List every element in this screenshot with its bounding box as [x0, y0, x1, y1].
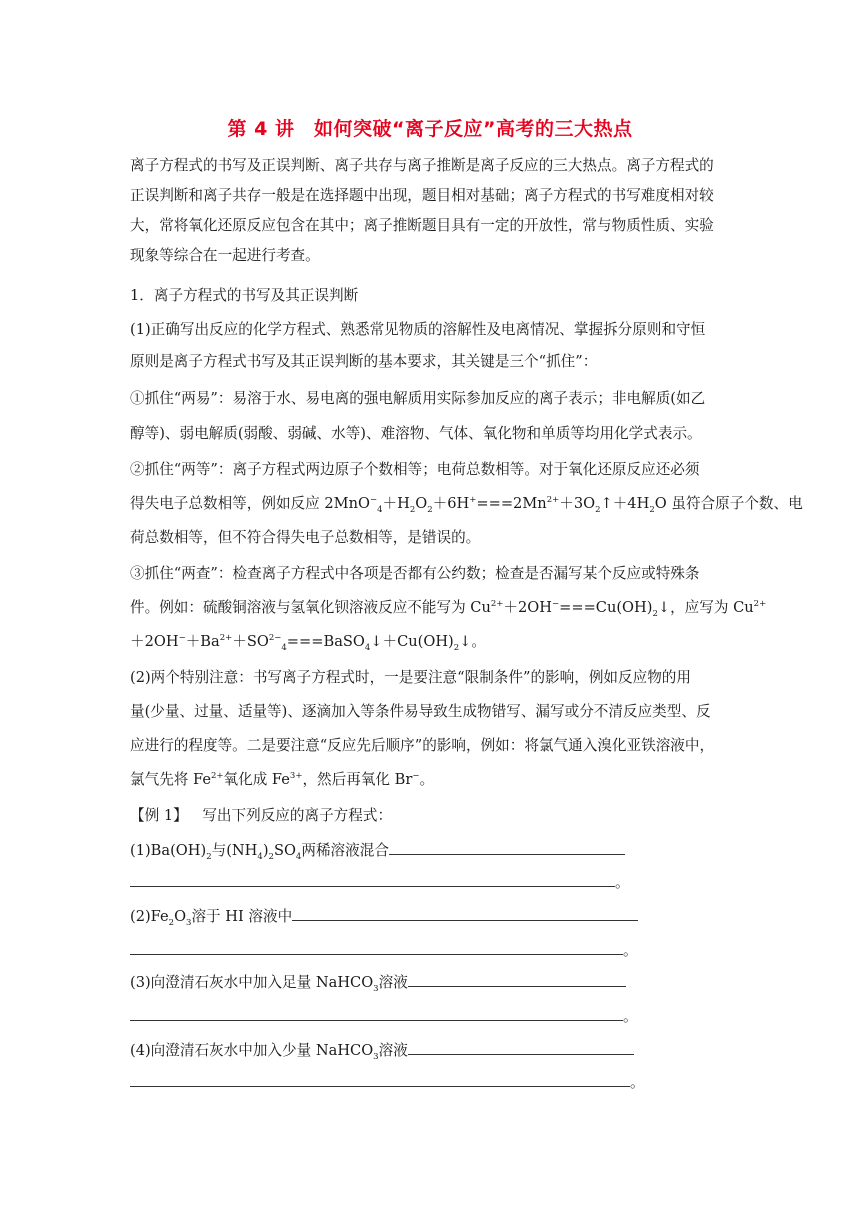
question-3	[130, 972, 735, 993]
answer-line	[130, 872, 735, 893]
text-run: ===BaSO	[286, 633, 365, 650]
answer-line	[130, 940, 735, 961]
text-run: O 虽符合原子个数、电	[654, 495, 803, 512]
text-run: ＋2OH	[503, 599, 552, 616]
superscript: −	[412, 771, 420, 782]
answer-blank[interactable]	[389, 840, 625, 855]
subscript: 2	[453, 642, 460, 653]
example-prompt: 写出下列反应的离子方程式：	[187, 807, 393, 824]
page-title: 第 4 讲 如何突破“离子反应”高考的三大热点	[227, 118, 633, 140]
period: 。	[630, 1074, 645, 1091]
superscript: 2+	[490, 599, 504, 610]
subscript: 4	[257, 851, 263, 862]
answer-blank[interactable]	[130, 1006, 623, 1021]
text-run: (2)Fe	[130, 908, 169, 925]
superscript: 2−	[268, 633, 282, 644]
answer-blank[interactable]	[130, 940, 623, 955]
superscript: 2+	[219, 633, 233, 644]
rule-line: ①抓住“两易”：易溶于水、易电离的强电解质用实际参加反应的离子表示；非电解质(如乙	[130, 390, 706, 407]
subscript: 2	[409, 504, 416, 515]
superscript: 2+	[210, 771, 224, 782]
text-run: )	[262, 842, 269, 859]
text-run: (4)向澄清石灰水中加入少量 NaHCO	[130, 1042, 374, 1059]
rule-line-equation	[130, 494, 803, 515]
paragraph-line: (2)两个特别注意：书写离子方程式时，一是要注意“限制条件”的影响，例如反应物的用	[130, 669, 691, 686]
intro-line: 正误判断和离子共存一般是在选择题中出现，题目相对基础；离子方程式的书写难度相对较	[130, 187, 714, 204]
example-heading	[130, 806, 735, 826]
subscript: 3	[373, 983, 379, 994]
rule-line: ②抓住“两等”：离子方程式两边原子个数相等；电荷总数相等。对于氧化还原反应还必须	[130, 461, 700, 478]
text-run: 溶液	[378, 1042, 408, 1059]
rule-line: 荷总数相等，但不符合得失电子总数相等，是错误的。	[130, 529, 481, 546]
text-run: ＋2OH	[130, 633, 179, 650]
subscript: 2	[649, 504, 655, 515]
subscript: 4	[377, 504, 383, 515]
question-1	[130, 840, 735, 861]
subscript: 4	[364, 642, 371, 653]
superscript: 3+	[289, 771, 303, 782]
text-run: ↑＋4H	[600, 495, 650, 512]
text-run: ＋6H	[432, 495, 470, 512]
text-run: (3)向澄清石灰水中加入足量 NaHCO	[130, 974, 374, 991]
text-run: ===2Mn	[476, 495, 547, 512]
text-run: 。	[419, 771, 435, 788]
answer-line	[130, 1006, 735, 1027]
question-2	[130, 906, 735, 927]
subscript: 2	[652, 608, 658, 619]
superscript: +	[469, 495, 477, 506]
subscript: 2	[427, 504, 433, 515]
paragraph-line: (1)正确写出反应的化学方程式、熟悉常见物质的溶解性及电离情况、掌握拆分原则和守恒	[130, 321, 706, 338]
text-run: SO	[273, 842, 296, 859]
text-run: 氯气先将 Fe	[130, 771, 211, 788]
text-run: ↓＋Cu(OH)	[370, 633, 454, 650]
text-run: ===Cu(OH)	[559, 599, 653, 616]
subscript: 3	[373, 1051, 379, 1062]
period: 。	[623, 1008, 638, 1025]
paragraph-line: 应进行的程度等。二是要注意“反应先后顺序”的影响，例如：将氯气通入溴化亚铁溶液中，	[130, 737, 715, 754]
subscript: 2	[268, 851, 274, 862]
rule-line: 醇等)、弱电解质(弱酸、弱碱、水等)、难溶物、气体、氧化物和单质等均用化学式表示。	[130, 425, 702, 442]
answer-blank[interactable]	[130, 1072, 630, 1087]
text-run: 件。例如：硫酸铜溶液与氢氧化钡溶液反应不能写为 Cu	[130, 599, 491, 616]
subscript: 4	[295, 851, 302, 862]
subscript: 2	[168, 917, 175, 928]
period: 。	[615, 874, 630, 891]
text-run: ＋3O	[559, 495, 596, 512]
superscript: 2+	[546, 495, 560, 506]
intro-line: 大，常将氧化还原反应包含在其中；离子推断题目具有一定的开放性，常与物质性质、实验	[130, 217, 714, 234]
rule-line-equation	[130, 632, 735, 652]
text-run: O	[174, 908, 187, 925]
superscript: −	[178, 633, 186, 644]
rule-line-equation	[130, 598, 767, 619]
subscript: 2	[206, 851, 212, 862]
paragraph-line: 量(少量、过量、适量等)、逐滴加入等条件易导致生成物错写、漏写或分不清反应类型、反	[130, 703, 711, 720]
text-run: 氧化成 Fe	[223, 771, 290, 788]
text-run: 与(NH	[211, 842, 258, 859]
intro-line: 现象等综合在一起进行考查。	[130, 247, 320, 264]
text-run: ＋SO	[232, 633, 269, 650]
question-4	[130, 1040, 735, 1061]
paragraph-line: 原则是离子方程式书写及其正误判断的基本要求，其关键是三个“抓住”：	[130, 353, 598, 370]
superscript: −	[551, 599, 560, 610]
text-run: ＋H	[382, 495, 410, 512]
text-run: 两稀溶液混合	[301, 842, 389, 859]
answer-blank[interactable]	[408, 972, 626, 987]
answer-line	[130, 1072, 735, 1093]
rule-line: ③抓住“两查”：检查离子方程式中各项是否都有公约数；检查是否漏写某个反应或特殊条	[130, 565, 700, 582]
text-run: ＋Ba	[185, 633, 220, 650]
subscript: 2	[595, 504, 601, 515]
period: 。	[623, 942, 638, 959]
text-run: ，然后再氧化 Br	[302, 771, 413, 788]
superscript: −	[369, 495, 378, 506]
superscript: 2+	[753, 599, 767, 610]
section-heading: 1．离子方程式的书写及其正误判断	[130, 287, 359, 304]
answer-blank[interactable]	[408, 1040, 634, 1055]
text-run: 溶液	[378, 974, 408, 991]
answer-blank[interactable]	[292, 906, 638, 921]
intro-line: 离子方程式的书写及正误判断、离子共存与离子推断是离子反应的三大热点。离子方程式的	[130, 157, 714, 174]
answer-blank[interactable]	[130, 872, 615, 887]
subscript: 4	[281, 642, 287, 653]
text-run: ↓，应写为 Cu	[657, 599, 754, 616]
text-run: 溶于 HI 溶液中	[191, 908, 293, 925]
text-run: O	[415, 495, 428, 512]
paragraph-line-equation	[130, 770, 735, 790]
subscript: 3	[186, 917, 192, 928]
example-label: 【例 1】	[130, 807, 188, 824]
text-run: (1)Ba(OH)	[130, 842, 207, 859]
text-run: 得失电子总数相等，例如反应 2MnO	[130, 495, 370, 512]
text-run: ↓。	[459, 633, 486, 650]
